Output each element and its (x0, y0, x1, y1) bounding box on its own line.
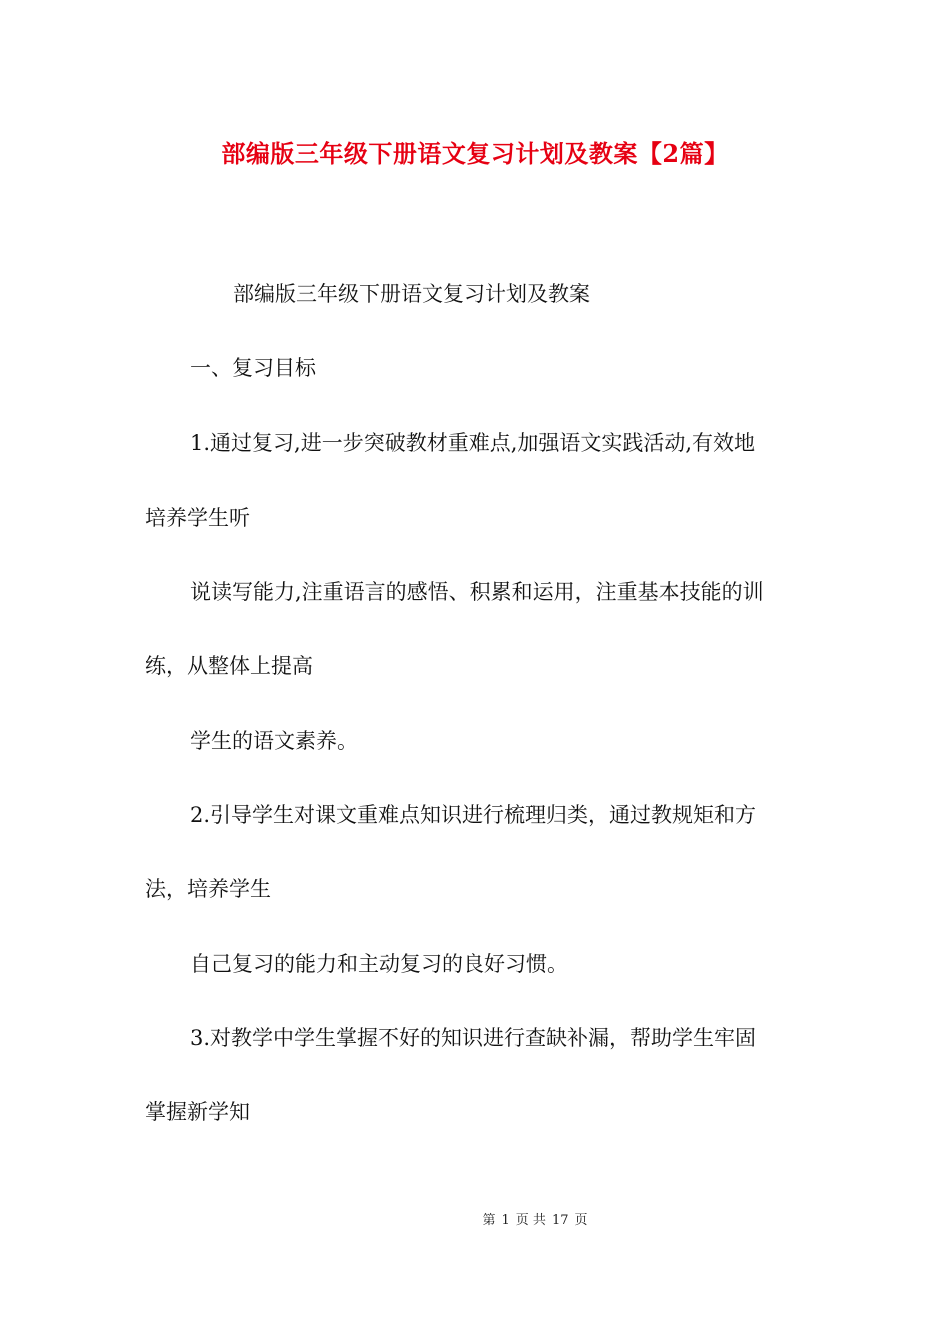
section-heading: 一、复习目标 (190, 356, 316, 380)
paragraph-line: 3.对教学中学生掌握不好的知识进行查缺补漏，帮助学生牢固 (190, 1026, 757, 1050)
paragraph-line: 学生的语文素养。 (190, 729, 358, 753)
page-footer (0, 1209, 950, 1228)
footer-page-number: 1 (501, 1213, 510, 1228)
paragraph-line: 练，从整体上提高 (145, 654, 313, 678)
footer-prefix: 第 (482, 1213, 496, 1228)
document-subtitle: 部编版三年级下册语文复习计划及教案 (233, 282, 590, 306)
paragraph-line: 培养学生听 (145, 506, 250, 530)
paragraph-line: 说读写能力,注重语言的感悟、积累和运用，注重基本技能的训 (190, 580, 764, 604)
paragraph-line: 2.引导学生对课文重难点知识进行梳理归类，通过教规矩和方 (190, 803, 757, 827)
document-title: 部编版三年级下册语文复习计划及教案【2篇】 (221, 139, 729, 168)
footer-suffix: 页 (574, 1213, 588, 1228)
footer-middle: 页 共 (515, 1213, 546, 1228)
paragraph-line: 1.通过复习,进一步突破教材重难点,加强语文实践活动,有效地 (190, 431, 756, 455)
paragraph-line: 掌握新学知 (145, 1100, 250, 1124)
paragraph-line: 自己复习的能力和主动复习的良好习惯。 (190, 952, 568, 976)
footer-total-pages: 17 (551, 1213, 569, 1228)
paragraph-line: 法，培养学生 (145, 877, 271, 901)
